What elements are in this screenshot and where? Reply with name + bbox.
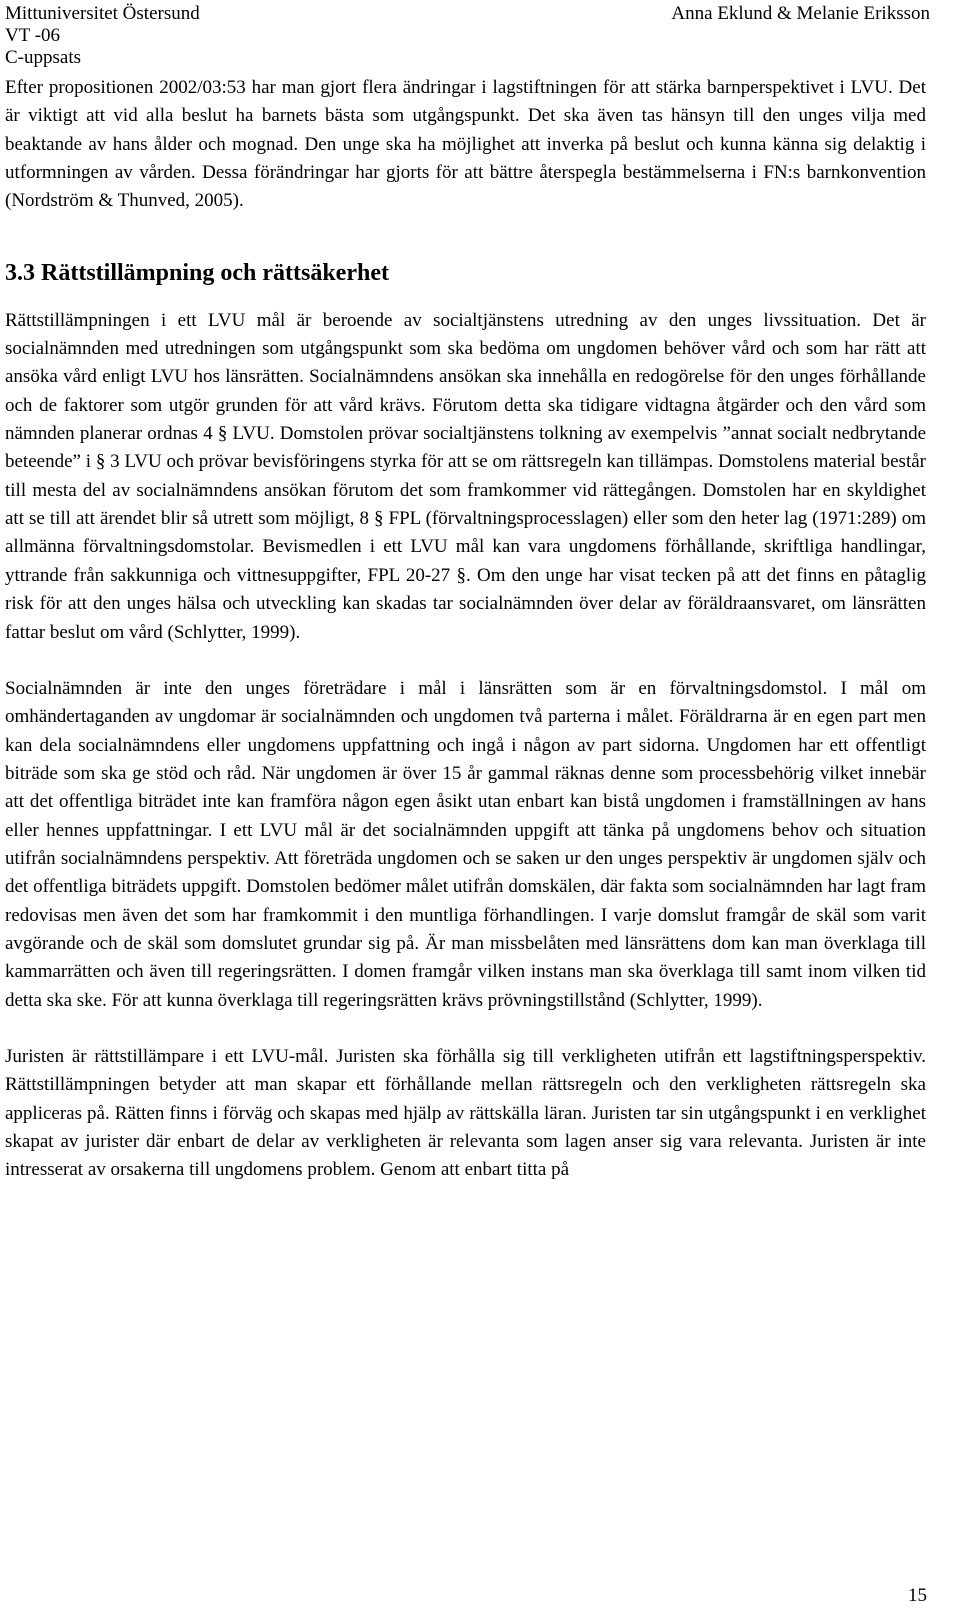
author-names: Anna Eklund & Melanie Eriksson xyxy=(671,3,930,24)
section-heading: 3.3 Rättstillämpning och rättsäkerhet xyxy=(5,259,389,286)
institution-name: Mittuniversitet Östersund xyxy=(5,3,200,24)
page-header xyxy=(5,3,930,69)
spacer xyxy=(5,647,926,675)
course-label: C-uppsats xyxy=(5,47,81,68)
page-number: 15 xyxy=(908,1585,927,1606)
paragraph-3: Socialnämnden är inte den unges företrädare i mål i länsrätten som är en förvaltningsdomstol. I mål om omhändertaganden av ungdomar är socialnämnden och ungdomen två parterna i målet. Föräldrarna är en egen part men kan dela socialnämndens eller ungdomens uppfattning och ingå i någon av part sidorna. Ungdomen har ett offentligt biträde som ska ge stöd och råd. När ungdomen är över 15 år gammal räknas denne som processbehörig vilket innebär att det offentliga biträdet inte kan framföra någon egen åsikt utan enbart kan bistå ungdomen i framställningen av hans eller hennes uppfattningar. I ett LVU mål är det socialnämnden uppgift att tänka på ungdomens behov och situation utifrån socialnämndens perspektiv. Att företräda ungdomen och se saken ur den unges perspektiv är ungdomen själv och det offentliga biträdets uppgift. Domstolen bedömer målet utifrån domskälen, där fakta som socialnämnden har lagt fram redovisas men även det som har framkommit i den muntliga förhandlingen. I varje domslut framgår de skäl som varit avgörande och de skäl som domslutet grundar sig på. Är man missbelåten med länsrättens dom kan man överklaga till kammarrätten och även till regeringsrätten. I domen framgår vilken instans man ska överklaga till samt inom vilken tid detta ska ske. För att kunna överklaga till regeringsrätten krävs prövningstillstånd (Schlytter, 1999). xyxy=(5,677,926,1011)
term-label: VT -06 xyxy=(5,25,61,46)
paragraph-1: Efter propositionen 2002/03:53 har man gjort flera ändringar i lagstiftningen för att stärka barnperspektivet i LVU. Det är viktigt att vid alla beslut ha barnets bästa som utgångspunkt. Det ska även tas hänsyn till den unges vilja med beaktande av hans ålder och mognad. Den unge ska ha möjlighet att inverka på beslut och kunna känna sig delaktig i utformningen av vården. Dessa förändringar har gjorts för att bättre återspegla bestämmelserna i FN:s barnkonvention (Nordström & Thunved, 2005). xyxy=(5,77,926,212)
paragraph-4: Juristen är rättstillämpare i ett LVU-mål. Juristen ska förhålla sig till verkligheten utifrån ett lagstiftningsperspektiv. Rättstillämpningen betyder att man skapar ett förhållande mellan rättsregeln och den verkligheten rättsregeln ska appliceras på. Rätten finns i förväg och skapas med hjälp av rättskälla läran. Juristen tar sin utgångspunkt i en verklighet skapat av jurister där enbart de delar av verkligheten är relevanta som lagen anser sig vara relevanta. Juristen är inte intresserat av orsakerna till ungdomens problem. Genom att enbart titta på xyxy=(5,1045,926,1181)
spacer xyxy=(5,216,926,244)
paragraph-2: Rättstillämpningen i ett LVU mål är beroende av socialtjänstens utredning av den unges livssituation. Det är socialnämnden med utredningen som utgångspunkt som ska bedöma om ungdomen behöver vård och som har rätt att ansöka vård enligt LVU hos länsrätten. Socialnämndens ansökan ska innehålla en redogörelse för den unges förhållande och de faktorer som utgör grunden för att vård krävs. Förutom detta ska tidigare vidtagna åtgärder och den vård som nämnden planerar ordnas 4 § LVU. Domstolen prövar socialtjänstens tolkning av exempelvis ”annat socialt nedbrytande beteende” i § 3 LVU och prövar bevisföringens styrka för att se om rättsregeln kan tillämpas. Domstolens material består till mesta del av socialnämndens ansökan förutom det som framkommer vid rättegången. Domstolen har en skyldighet att se till att ärendet blir så utrett som möjligt, 8 § FPL (förvaltningsprocesslagen) eller som den heter lag (1971:289) om allmänna förvaltningsdomstolar. Bevismedlen i ett LVU mål kan vara ungdomens förhållande, skriftliga handlingar, yttrande från sakkunniga och vittnesuppgifter, FPL 20-27 §. Om den unge har visat tecken på att det finns en påtaglig risk för att den unges hälsa och utveckling kan skadas tar socialnämnden över delar av föräldraansvaret, om länsrätten fattar beslut om vård (Schlytter, 1999). xyxy=(5,309,926,643)
spacer xyxy=(5,1015,926,1043)
header-left xyxy=(5,3,200,69)
document-body xyxy=(5,74,926,1185)
